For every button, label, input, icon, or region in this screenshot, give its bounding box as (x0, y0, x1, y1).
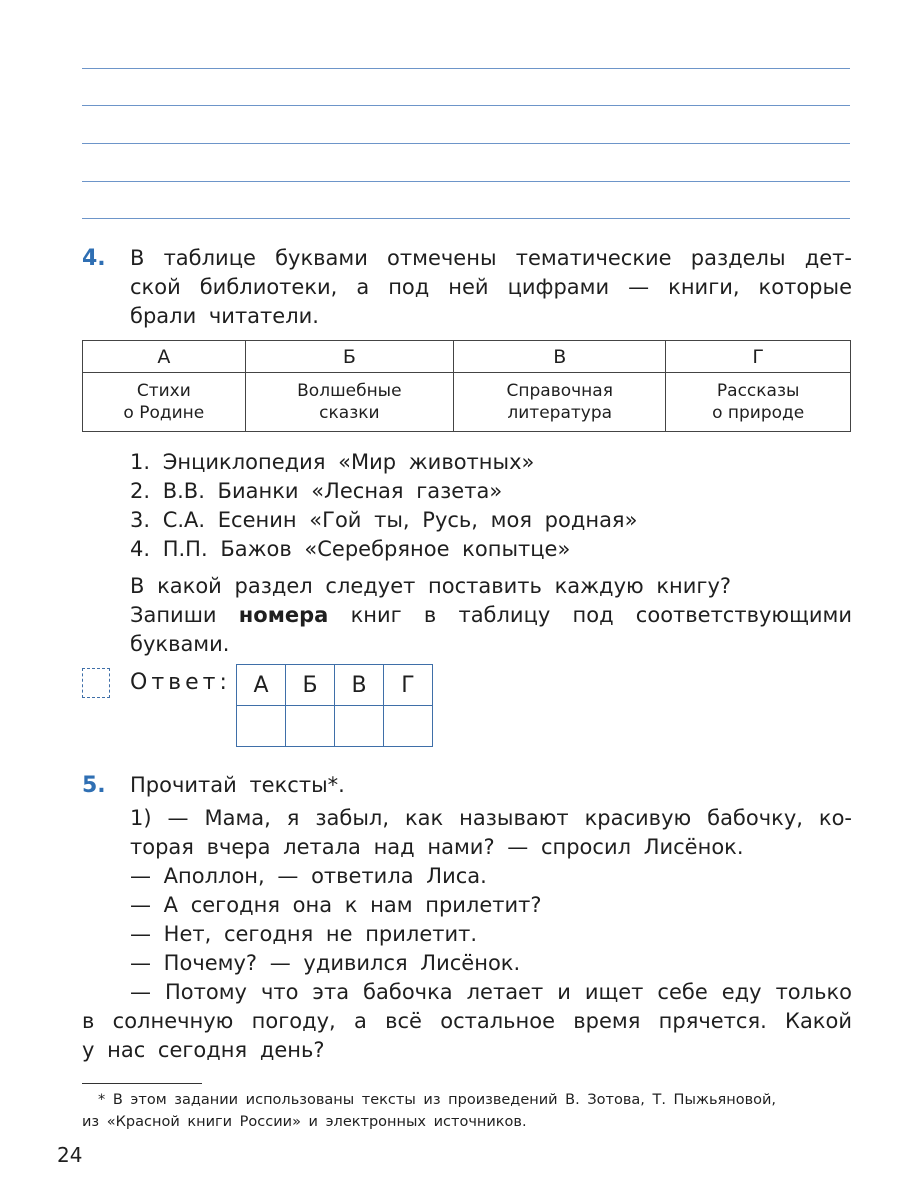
task-4-instruction-line2: буквами. (130, 632, 230, 656)
section-name-line: о Родине (123, 403, 205, 423)
answer-cell[interactable] (384, 706, 433, 747)
task-4-intro-line: В таблице буквами отмечены тематические разделы дет- (130, 246, 852, 270)
section-name-line: Рассказы (716, 381, 800, 401)
task-5-number: 5. (82, 773, 106, 798)
task-4-intro (130, 244, 852, 331)
task-4-intro-line: ской библиотеки, а под ней цифрами — книги, которые (130, 275, 852, 299)
section-letter: Б (245, 341, 453, 373)
footnote-line: из «Красной книги России» и электронных источников. (82, 1114, 527, 1130)
task-4-intro-line: брали читатели. (130, 304, 319, 328)
writing-line[interactable] (82, 143, 850, 144)
section-letter: Г (666, 341, 851, 373)
instruction-text: книг в таблицу под соответствующими (350, 603, 852, 627)
book-item: 1. Энциклопедия «Мир животных» (130, 450, 535, 474)
answer-cell[interactable] (237, 706, 286, 747)
text-line: — Нет, сегодня не прилетит. (130, 922, 478, 946)
task-5-title: Прочитай тексты*. (130, 773, 345, 797)
section-name-line: Волшебные (297, 381, 402, 401)
answer-cell[interactable] (335, 706, 384, 747)
task-5-text (82, 804, 852, 1065)
text-line: — Аполлон, — ответила Лиса. (130, 864, 487, 888)
answer-grid (236, 664, 433, 747)
section-name (454, 373, 666, 432)
writing-line[interactable] (82, 68, 850, 69)
task-4-instruction (130, 601, 852, 630)
text-line: 1) — Мама, я забыл, как называют красивую бабочку, ко- (130, 806, 852, 830)
writing-line[interactable] (82, 105, 850, 106)
text-line: — А сегодня она к нам прилетит? (130, 893, 542, 917)
section-name-line: литература (507, 403, 613, 423)
section-name-line: Стихи (136, 381, 191, 401)
instruction-bold: номера (238, 603, 329, 627)
instruction-text: Запиши (130, 603, 217, 627)
book-item: 4. П.П. Бажов «Серебряное копытце» (130, 537, 571, 561)
library-sections-table (82, 340, 851, 432)
answer-letter: А (237, 665, 286, 706)
text-line: — Потому что эта бабочка летает и ищет себе еду только (130, 980, 852, 1004)
section-name (83, 373, 246, 432)
section-name (666, 373, 851, 432)
answer-letter: Б (286, 665, 335, 706)
text-line: торая вчера летала над нами? — спросил Лисёнок. (130, 835, 744, 859)
section-letter: А (83, 341, 246, 373)
section-letter: В (454, 341, 666, 373)
section-name-line: сказки (319, 403, 380, 423)
book-item: 3. С.А. Есенин «Гой ты, Русь, моя родная» (130, 508, 638, 532)
section-name (245, 373, 453, 432)
writing-line[interactable] (82, 218, 850, 219)
text-line: у нас сегодня день? (82, 1038, 325, 1062)
footnote (82, 1089, 852, 1133)
page-number: 24 (57, 1143, 83, 1167)
answer-label: Ответ: (130, 670, 231, 695)
self-check-box[interactable] (82, 668, 110, 698)
task-4-number: 4. (82, 246, 106, 271)
footnote-line: * В этом задании использованы тексты из произведений В. Зотова, Т. Пыжьяновой, (98, 1092, 777, 1108)
answer-letter: Г (384, 665, 433, 706)
answer-cell[interactable] (286, 706, 335, 747)
footnote-divider (82, 1083, 202, 1084)
section-name-line: Справочная (506, 381, 613, 401)
text-line: — Почему? — удивился Лисёнок. (130, 951, 521, 975)
book-item: 2. В.В. Бианки «Лесная газета» (130, 479, 503, 503)
task-4-question: В какой раздел следует поставить каждую книгу? (130, 574, 732, 598)
writing-line[interactable] (82, 181, 850, 182)
answer-letter: В (335, 665, 384, 706)
text-line: в солнечную погоду, а всё остальное время прячется. Какой (82, 1009, 852, 1033)
section-name-line: о природе (712, 403, 805, 423)
book-list (130, 448, 637, 564)
